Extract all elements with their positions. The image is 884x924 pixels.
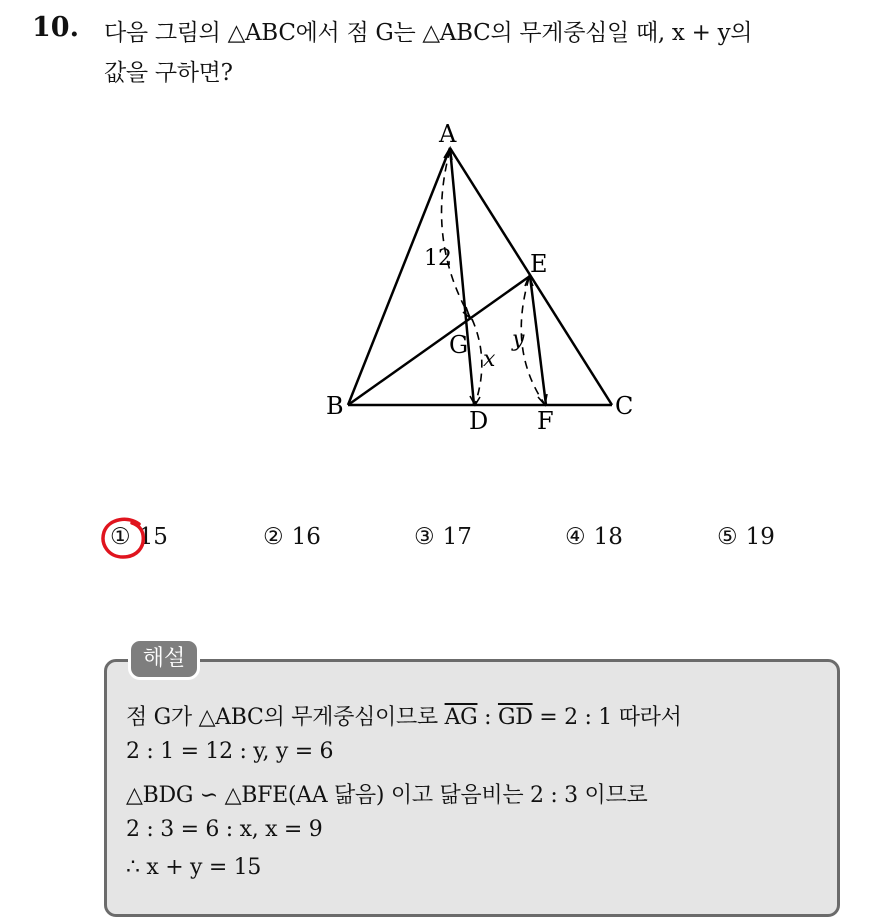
solution-line-1-suffix: = 2 : 1 따라서: [532, 705, 682, 730]
ratio-colon: :: [477, 705, 498, 730]
segment-ag: $\overline{AG}$: [444, 705, 478, 730]
label-c: C: [615, 392, 634, 420]
question-line-1: 다음 그림의 △ABC에서 점 G는 △ABC의 무게중심일 때, x + y의: [104, 20, 753, 46]
problem-number: 10.: [32, 12, 79, 43]
solution-tag: 해설: [128, 638, 200, 680]
solution-line-1-prefix: 점 G가 △ABC의 무게중심이므로: [126, 705, 445, 730]
solution-line-1: [126, 700, 682, 731]
arrowhead-d: [470, 396, 480, 405]
choice-3[interactable]: [414, 524, 472, 550]
question-line-2: 값을 구하면?: [104, 60, 233, 86]
choice-2[interactable]: [263, 524, 321, 550]
solution-line-2: 2 : 1 = 12 : y, y = 6: [126, 739, 334, 764]
label-g: G: [449, 331, 469, 359]
label-e: E: [530, 250, 548, 278]
choice-3-value: 17: [442, 524, 472, 550]
label-ag-length: 12: [424, 246, 452, 271]
choice-4-number: ④: [565, 524, 586, 550]
triangle-figure: [318, 110, 648, 440]
choice-5-value: 19: [745, 524, 775, 550]
solution-line-3: △BDG ∽ △BFE(AA 닮음) 이고 닮음비는 2 : 3 이므로: [126, 783, 648, 808]
label-y: y: [512, 327, 525, 352]
median-be: [348, 276, 530, 405]
choice-5[interactable]: [717, 524, 775, 550]
side-ab: [348, 148, 450, 405]
answer-mark-circle: [99, 515, 149, 561]
choice-2-number: ②: [263, 524, 284, 550]
choice-2-value: 16: [291, 524, 321, 550]
solution-line-5: ∴ x + y = 15: [126, 855, 262, 880]
label-b: B: [326, 392, 344, 420]
label-d: D: [469, 407, 489, 435]
solution-line-4: 2 : 3 = 6 : x, x = 9: [126, 817, 323, 842]
label-x: x: [483, 347, 496, 372]
label-f: F: [537, 407, 554, 435]
choice-4[interactable]: [565, 524, 623, 550]
label-a: A: [439, 120, 457, 148]
median-ad: [450, 148, 474, 405]
choice-4-value: 18: [593, 524, 623, 550]
segment-gd: $\overline{GD}$: [497, 705, 533, 730]
choice-1-number: ①: [110, 524, 131, 550]
choice-3-number: ③: [414, 524, 435, 550]
choice-1-value: 15: [138, 524, 168, 550]
choice-5-number: ⑤: [717, 524, 738, 550]
